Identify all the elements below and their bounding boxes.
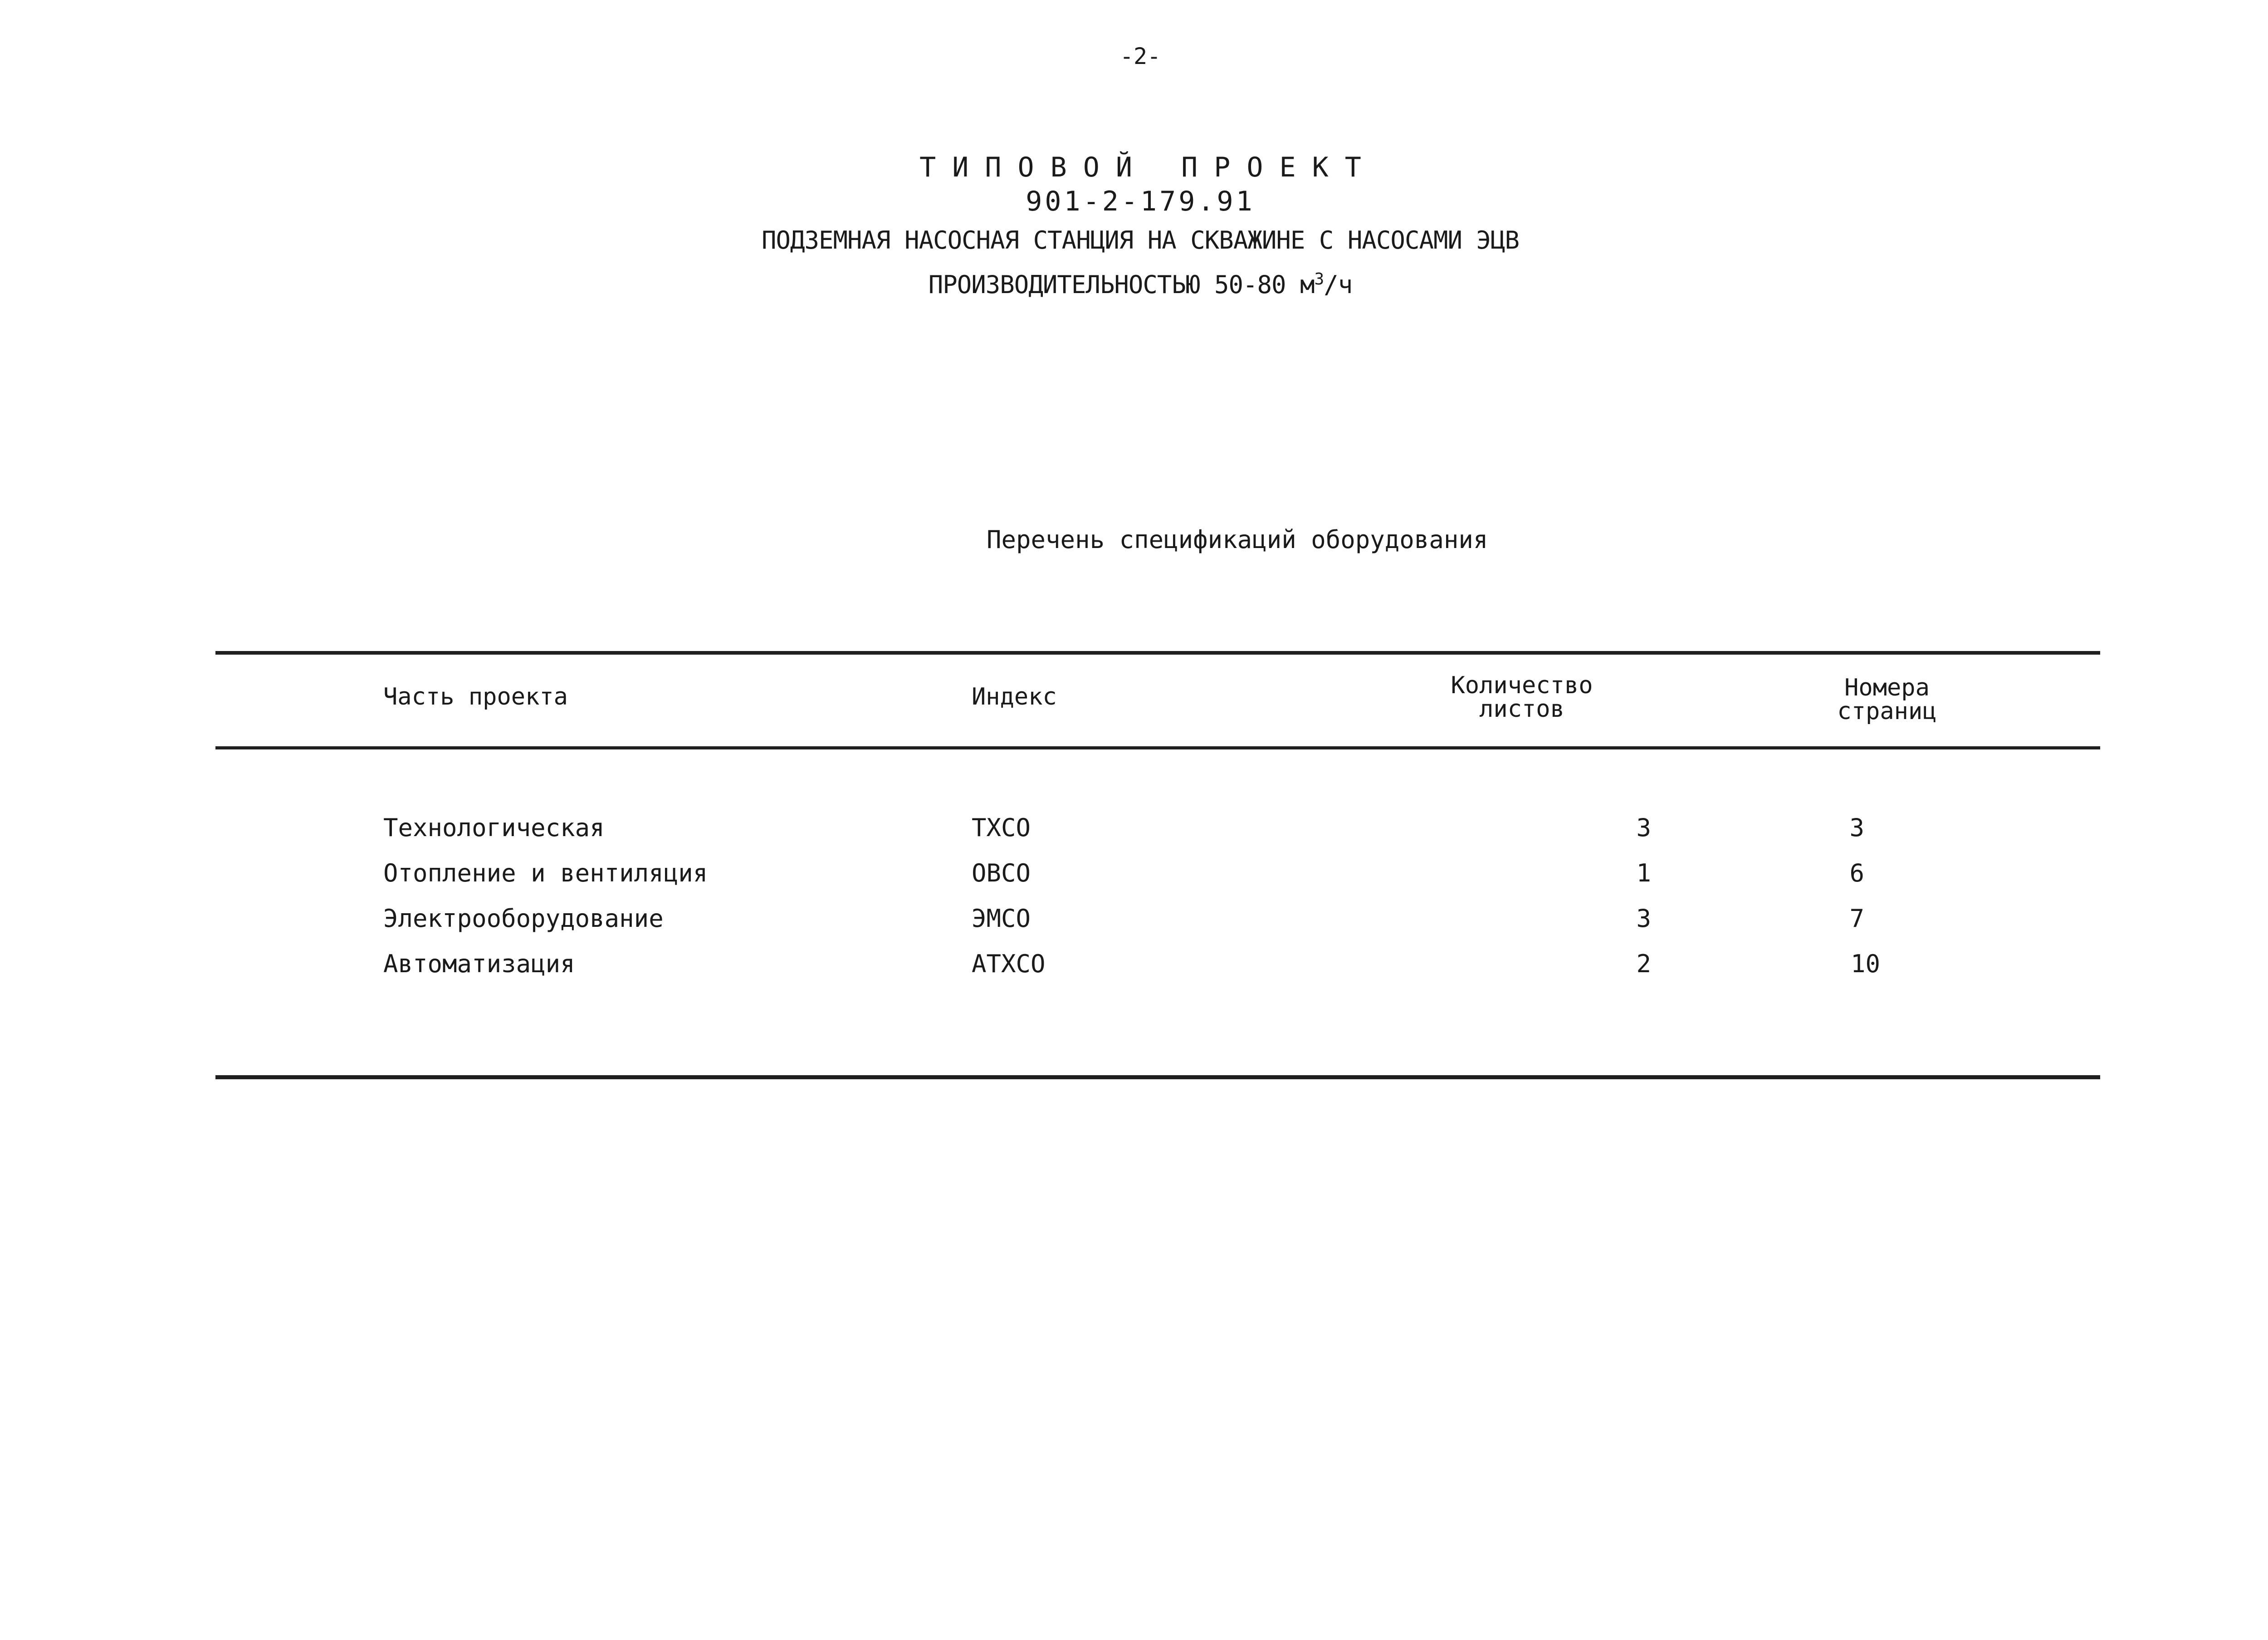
title-block	[762, 150, 1519, 307]
column-header-part: Часть проекта	[383, 683, 568, 710]
column-header-sheets-line2: листов	[1479, 695, 1564, 723]
table-bottom-rule	[215, 1075, 2100, 1079]
section-title: Перечень спецификаций оборудования	[987, 525, 1488, 554]
table-top-rule	[215, 651, 2100, 655]
row-2-pages: 6	[1849, 859, 1864, 887]
row-4-pages: 10	[1850, 950, 1880, 978]
document-capacity	[762, 263, 1519, 307]
row-3-pages: 7	[1849, 904, 1864, 933]
column-header-sheets	[1447, 674, 1597, 721]
capacity-superscript: 3	[1314, 270, 1324, 289]
row-4-part: Автоматизация	[383, 950, 575, 978]
column-header-index: Индекс	[972, 683, 1057, 710]
document-subtitle: ПОДЗЕМНАЯ НАСОСНАЯ СТАНЦИЯ НА СКВАЖИНЕ С НАСОСАМИ ЭЦВ	[761, 226, 1520, 255]
capacity-prefix: ПРОИЗВОДИТЕЛЬНОСТЬЮ 50-80 м	[928, 270, 1315, 299]
capacity-suffix: /ч	[1324, 270, 1353, 299]
row-3-sheets: 3	[1636, 904, 1651, 933]
row-1-pages: 3	[1849, 813, 1864, 842]
document-type: ТИПОВОЙ ПРОЕКТ	[919, 152, 1378, 183]
row-2-part: Отопление и вентиляция	[383, 859, 708, 887]
row-1-part: Технологическая	[383, 813, 605, 842]
column-header-sheets-line1: Количество	[1451, 672, 1593, 699]
document-code: 901-2-179.91	[1026, 186, 1255, 217]
row-2-sheets: 1	[1636, 859, 1651, 887]
row-1-index: ТХСО	[972, 813, 1031, 842]
row-2-index: ОВСО	[972, 859, 1031, 887]
page-number: -2-	[1119, 43, 1161, 69]
row-3-index: ЭМСО	[972, 904, 1031, 933]
column-header-pages-line2: страниц	[1837, 698, 1937, 725]
table-header-rule	[215, 746, 2100, 749]
row-4-index: АТХСО	[972, 950, 1046, 978]
column-header-pages-line1: Номера	[1844, 674, 1930, 701]
row-3-part: Электрооборудование	[383, 904, 664, 933]
row-1-sheets: 3	[1636, 813, 1651, 842]
column-header-pages	[1833, 676, 1941, 723]
row-4-sheets: 2	[1636, 950, 1651, 978]
